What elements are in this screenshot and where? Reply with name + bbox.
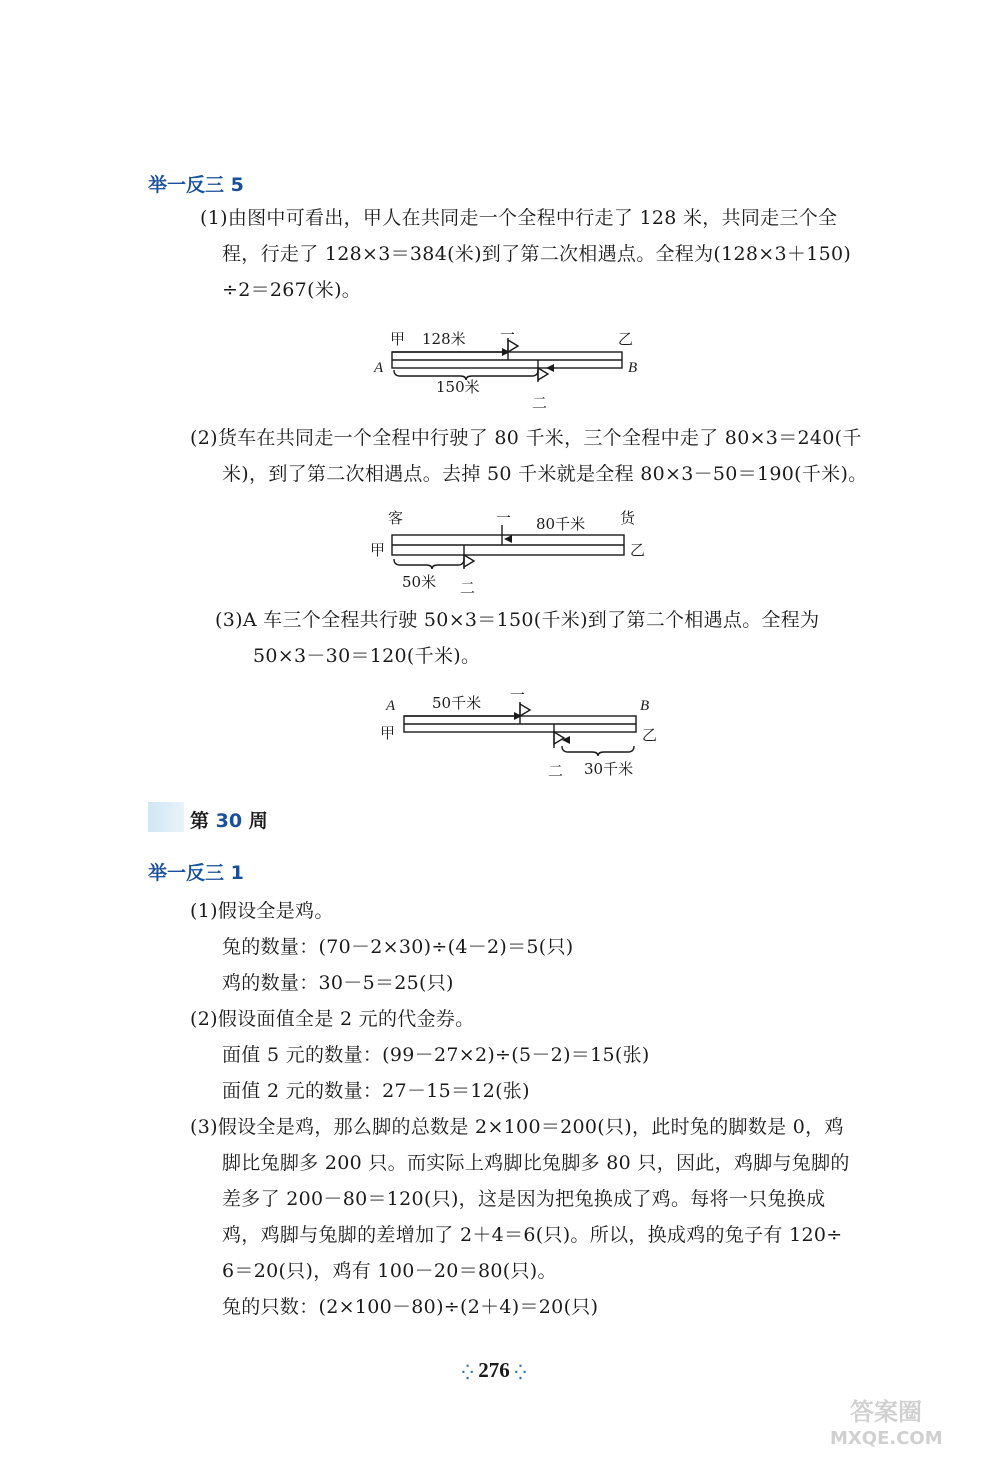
paragraph-3 [215,602,819,674]
section-2-body [190,893,850,1325]
label-meet-two: 二 [548,762,564,780]
week-number: 30 [215,810,243,832]
week-banner-decoration [148,802,184,832]
label-jia: 甲 [380,724,396,742]
label-distance-2: 150米 [436,378,480,396]
paragraph-line: 米)，到了第二次相遇点。去掉 50 千米就是全程 80×3－50＝190(千米)。 [222,463,868,485]
label-distance: 128米 [422,330,466,348]
paragraph-2 [190,420,867,492]
paragraph-line: ÷2＝267(米)。 [222,279,362,301]
paragraph-line: 50×3－30＝120(千米)。 [253,645,481,667]
label-meet-two: 二 [460,579,476,597]
paragraph-line: 程，行走了 128×3＝384(米)到了第二次相遇点。全程为(128×3＋150) [222,243,852,265]
flag-two-icon [538,368,548,380]
diagram-3 [370,690,670,785]
paragraph-1 [200,200,851,308]
label-distance: 50千米 [432,694,482,712]
week-heading [190,806,268,833]
paragraph-line: 差多了 200－80＝120(只)，这是因为把兔换成了鸡。每将一只兔换成 [222,1188,826,1210]
label-jia: 甲 [390,330,406,348]
paragraph-line: 鸡，鸡脚与兔脚的差增加了 2＋4＝6(只)。所以，换成鸡的兔子有 120÷ [222,1224,843,1246]
paragraph-line: 面值 5 元的数量：(99－27×2)÷(5－2)＝15(张) [222,1044,650,1066]
paragraph-line: (3)假设全是鸡，那么脚的总数是 2×100＝200(只)，此时兔的脚数是 0，鸡 [190,1116,844,1138]
label-ke: 客 [388,509,404,527]
paragraph-line: (3)A 车三个全程共行驶 50×3＝150(千米)到了第二个相遇点。全程为 [215,609,820,631]
watermark-url: MXQE.COM [830,1428,943,1449]
diagram-1 [360,320,660,415]
week-suffix: 周 [248,810,268,832]
paragraph-line: 6＝20(只)，鸡有 100－20＝80(只)。 [222,1260,557,1282]
arrow-head-back [546,364,554,372]
label-distance-2: 50米 [402,573,437,591]
label-yi: 乙 [618,330,634,348]
brace [394,559,464,569]
label-A: A [374,360,384,376]
watermark-logo: 答案圈 [850,1398,922,1426]
label-B: B [640,698,650,714]
label-B: B [628,360,638,376]
paragraph-line: (2)货车在共同走一个全程中行驶了 80 千米，三个全程中走了 80×3＝240(千 [190,427,862,449]
label-A: A [386,698,396,714]
section-heading-2: 举一反三 1 [148,862,244,884]
flag-two-icon [554,732,564,744]
flag-one-icon [520,704,530,716]
paragraph-line: 面值 2 元的数量：27－15＝12(张) [222,1080,530,1102]
label-distance: 80千米 [536,515,586,533]
label-meet-one: 一 [510,690,526,704]
paragraph-line: (1)假设全是鸡。 [190,900,334,922]
paragraph-line: (2)假设面值全是 2 元的代金券。 [190,1008,475,1030]
paragraph-line: 脚比兔脚多 200 只。而实际上鸡脚比兔脚多 80 只，因此，鸡脚与兔脚的 [222,1152,850,1174]
paragraph-line: 兔的只数：(2×100－80)÷(2＋4)＝20(只) [222,1296,599,1318]
label-meet-two: 二 [532,394,548,412]
arrow-head-back [504,535,512,543]
label-meet-one: 一 [496,509,512,527]
paragraph-line: 鸡的数量：30－5＝25(只) [222,972,454,994]
label-distance-2: 30千米 [584,760,634,778]
label-yi: 乙 [630,541,646,559]
section-heading-1: 举一反三 5 [148,174,244,196]
label-yi: 乙 [642,726,658,744]
paragraph-line: 兔的数量：(70－2×30)÷(4－2)＝5(只) [222,936,574,958]
dots-decoration-right: ⁛ [514,1365,527,1381]
week-label: 第 [190,810,210,832]
dots-decoration-left: ⁛ [462,1365,474,1381]
brace [562,746,634,756]
diagram-2 [360,505,660,600]
paragraph-line: (1)由图中可看出，甲人在共同走一个全程中行走了 128 米，共同走三个全 [200,207,838,229]
page-number-area [462,1358,526,1383]
flag-two-icon [464,555,474,567]
label-jia: 甲 [370,541,386,559]
label-meet-one: 一 [500,326,516,344]
page-number: 276 [478,1358,510,1382]
label-huo: 货 [620,509,636,527]
